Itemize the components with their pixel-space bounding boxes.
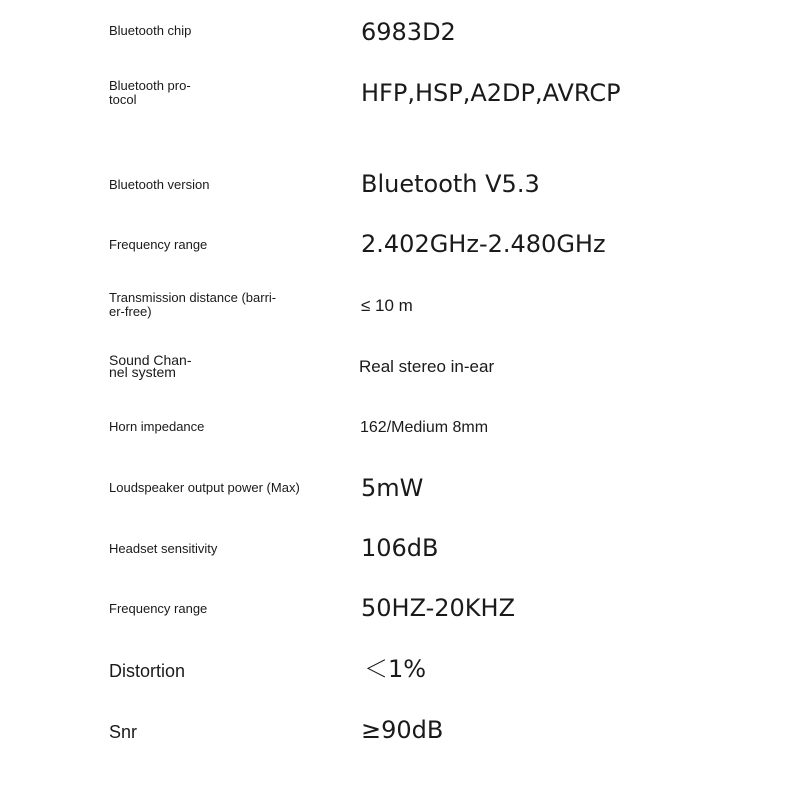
spec-value: 50HZ-20KHZ	[361, 594, 516, 622]
spec-value: 162/Medium 8mm	[360, 419, 489, 436]
spec-value: ≤ 10 m	[361, 296, 413, 315]
spec-label: Bluetooth pro- tocol	[109, 78, 191, 107]
spec-value: 5mW	[361, 474, 424, 502]
spec-label: Frequency range	[109, 237, 208, 252]
spec-value: ≥90dB	[361, 716, 444, 744]
spec-label: Transmission distance (barri- er-free)	[109, 290, 277, 319]
spec-value: ＜1%	[364, 655, 427, 683]
spec-label: Headset sensitivity	[109, 541, 218, 556]
spec-label: Loudspeaker output power (Max)	[109, 480, 300, 495]
spec-label: Bluetooth version	[109, 177, 210, 192]
spec-value: Bluetooth V5.3	[361, 170, 540, 198]
spec-label: Horn impedance	[109, 419, 205, 434]
spec-value: 106dB	[361, 534, 439, 562]
spec-value: 6983D2	[361, 18, 456, 46]
spec-label: Distortion	[109, 661, 186, 681]
spec-label: Sound Chan- nel system	[109, 352, 192, 380]
spec-value: 2.402GHz-2.480GHz	[361, 230, 606, 258]
spec-label: Frequency range	[109, 601, 208, 616]
spec-label: Snr	[109, 722, 138, 742]
spec-value: Real stereo in-ear	[359, 357, 495, 376]
spec-label: Bluetooth chip	[109, 23, 192, 38]
spec-value: HFP,HSP,A2DP,AVRCP	[361, 79, 621, 107]
